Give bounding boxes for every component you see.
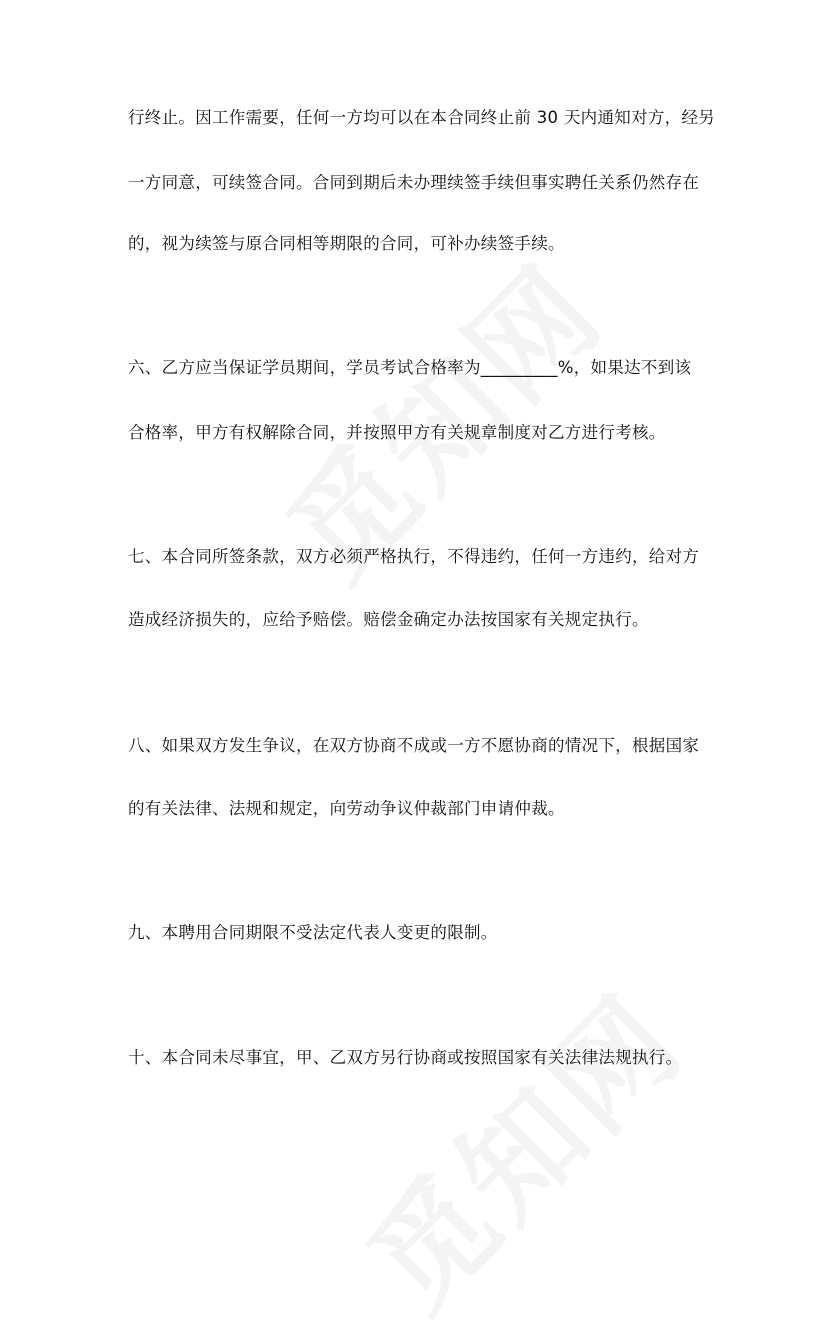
clause-9-line: 九、本聘用合同期限不受法定代表人变更的限制。 bbox=[128, 923, 498, 942]
clause-8-line: 的有关法律、法规和规定，向劳动争议仲裁部门申请仲裁。 bbox=[128, 799, 565, 818]
watermark bbox=[325, 952, 714, 1340]
text-line: 行终止。因工作需要，任何一方均可以在本合同终止前 30 天内通知对方，经另 bbox=[128, 108, 716, 127]
clause-6-line: 六、乙方应当保证学员期间，学员考试合格率为_________%，如果达不到该 bbox=[128, 358, 692, 377]
clause-7-line: 七、本合同所签条款，双方必须严格执行，不得违约，任何一方违约，给对方 bbox=[128, 547, 700, 566]
clause-8-line: 八、如果双方发生争议，在双方协商不成或一方不愿协商的情况下，根据国家 bbox=[128, 736, 700, 755]
clause-7-line: 造成经济损失的，应给予赔偿。赔偿金确定办法按国家有关规定执行。 bbox=[128, 610, 649, 629]
text-line: 的，视为续签与原合同相等期限的合同，可补办续签手续。 bbox=[128, 234, 565, 253]
text-line: 一方同意，可续签合同。合同到期后未办理续签手续但事实聘任关系仍然存在 bbox=[128, 173, 700, 192]
clause-10-line: 十、本合同未尽事宜，甲、乙双方另行协商或按照国家有关法律法规执行。 bbox=[128, 1048, 683, 1067]
clause-6-line: 合格率，甲方有权解除合同，并按照甲方有关规章制度对乙方进行考核。 bbox=[128, 423, 666, 442]
